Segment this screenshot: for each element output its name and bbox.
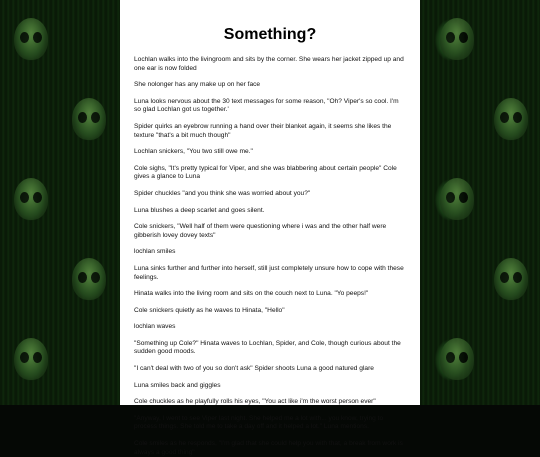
story-paragraph: Spider chuckles "and you think she was worried about you?" [134, 189, 311, 197]
story-paragraph: Cole chuckles as he playfully rolls his eyes, "You act like i'm the worst person ever" [134, 398, 376, 406]
story-body [120, 56, 420, 457]
skull-decoration [440, 178, 474, 220]
page-title: Something? [223, 26, 317, 43]
skull-decoration [14, 338, 48, 380]
story-paragraph: Hinata walks into the living room and sits on the couch next to Luna. "Yo peeps!" [134, 290, 369, 298]
skull-decoration [494, 98, 528, 140]
story-paragraph: She nolonger has any make up on her face [134, 81, 261, 89]
story-paragraph: lochlan smiles [134, 248, 176, 256]
skull-decoration [72, 258, 106, 300]
background-pattern-left [0, 0, 120, 405]
story-paragraph: Lochlan snickers, "You two still owe me." [134, 148, 253, 156]
story-paragraph: Cole snickers, "Well half of them were questioning where i was and the other half were gibberish lovey dovey texts" [134, 223, 387, 239]
story-paragraph: Luna smiles back and giggles [134, 381, 221, 389]
story-paragraph: Lochlan walks into the livingroom and sits by the corner. She wears her jacket zipped up and one ear is now folded [134, 56, 404, 72]
skull-decoration [72, 98, 106, 140]
skull-decoration [440, 18, 474, 60]
story-paragraph: "Something up Cole?" Hinata waves to Lochlan, Spider, and Cole, though curious about the sudden good moods. [134, 339, 401, 356]
skull-decoration [14, 18, 48, 60]
story-paragraph: Cole snickers quietly as he waves to Hinata, "Hello" [134, 306, 285, 314]
story-paragraph: Luna sinks further and further into herself, still just completely unsure how to cope with these feelings. [134, 264, 404, 281]
story-paragraph: Spider quirks an eyebrow running a hand over their blanket again, it seems she likes the texture "that's a bit much though" [134, 122, 392, 139]
story-paragraph: "I can't deal with two of you so don't ask" Spider shoots Luna a good natured glare [134, 365, 374, 373]
skull-decoration [14, 178, 48, 220]
story-paragraph: Luna looks nervous about the 30 text messages for some reason, "Oh? Viper's so cool. I'm so glad Lochlan got us together.' [134, 97, 399, 114]
background-pattern-right [420, 0, 540, 405]
story-paragraph: lochlan waves [134, 323, 176, 331]
skull-decoration [440, 338, 474, 380]
skull-decoration [494, 258, 528, 300]
story-page [120, 0, 420, 456]
story-paragraph: Luna blushes a deep scarlet and goes silent. [134, 206, 265, 214]
story-paragraph: Cole sighs, "It's pretty typical for Viper, and she was blabbering about certain people" Cole gives a glance to Luna [134, 164, 397, 181]
story-paragraph: "Anyway, I went to see Viper last night. She helped me a lot with... you know, trying to process things. She told me to take a day off and it helped a lot." Luna mentions. [134, 414, 384, 431]
story-paragraph: Cole smiles as he responds, "I'm glad that she could help you with that, a break from work is always a good thing" [134, 440, 403, 456]
